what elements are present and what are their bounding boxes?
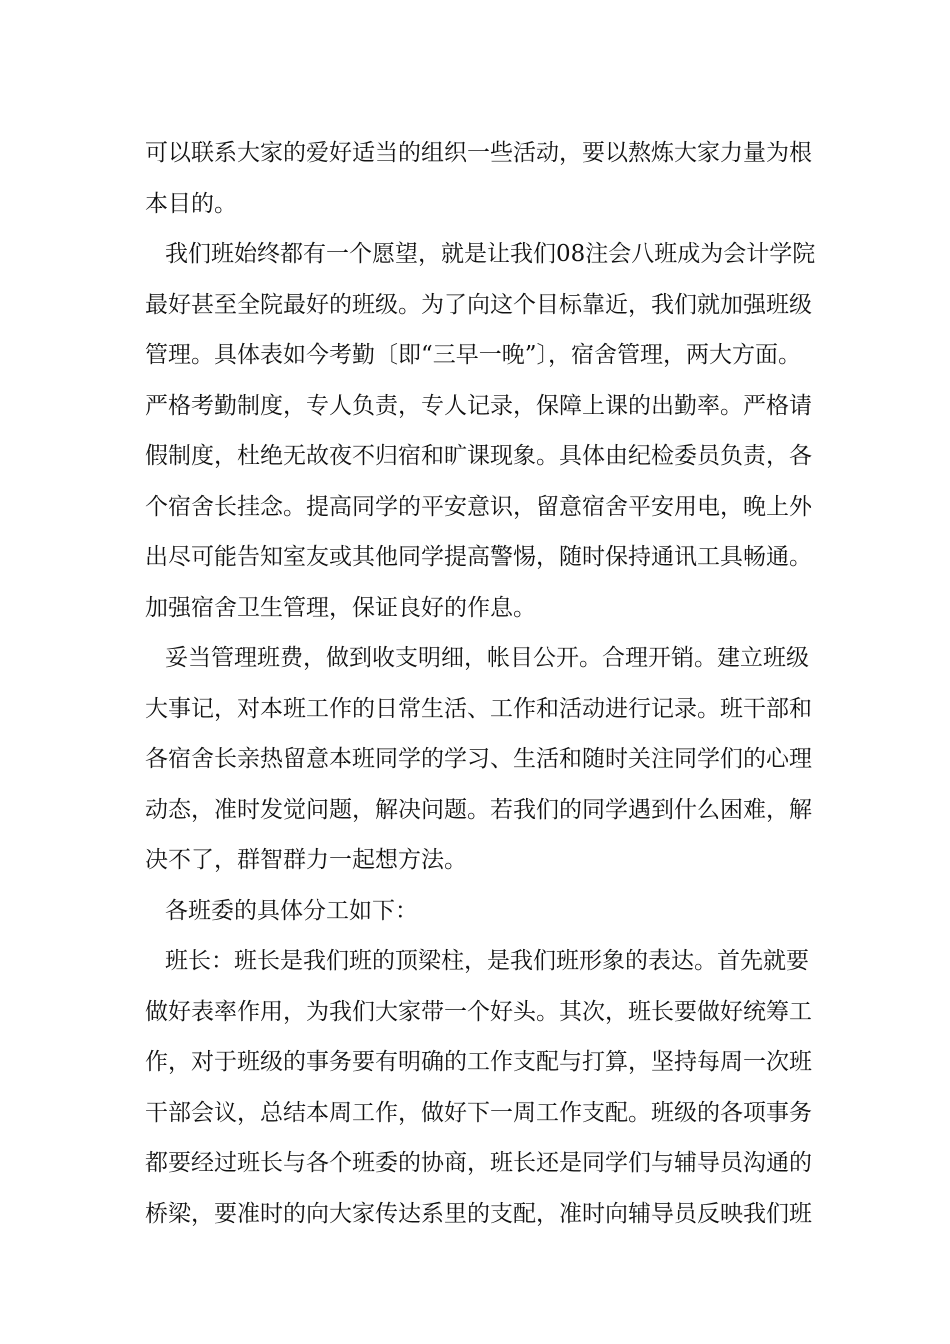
- text-line: 本目的。: [145, 190, 237, 217]
- text-line: 作，对于班级的事务要有明确的工作支配与打算，坚持每周一次班: [145, 1049, 812, 1075]
- paragraph-start-line: 各班委的具体分工如下：: [165, 897, 418, 924]
- text-line: 最好甚至全院最好的班级。为了向这个目标靠近，我们就加强班级: [145, 291, 812, 318]
- text-line: 决不了，群智群力一起想方法。: [145, 847, 467, 873]
- paragraph-start-line: 妥当管理班费，做到收支明细，帐目公开。合理开销。建立班级: [165, 645, 809, 671]
- text-line: 严格考勤制度，专人负责，专人记录，保障上课的出勤率。严格请: [145, 392, 812, 419]
- paragraph-start-line: 我们班始终都有一个愿望，就是让我们08注会八班成为会计学院: [165, 241, 816, 267]
- text-line: 都要经过班长与各个班委的协商，班长还是同学们与辅导员沟通的: [145, 1150, 812, 1176]
- text-line: 干部会议，总结本周工作，做好下一周工作支配。班级的各项事务: [145, 1099, 812, 1126]
- text-line: 桥梁，要准时的向大家传达系里的支配，准时向辅导员反映我们班: [145, 1200, 812, 1227]
- paragraph-start-line: 班长：班长是我们班的顶梁柱，是我们班形象的表达。首先就要: [165, 948, 809, 974]
- text-line: 加强宿舍卫生管理，保证良好的作息。: [145, 594, 536, 621]
- text-line: 假制度，杜绝无故夜不归宿和旷课现象。具体由纪检委员负责，各: [145, 443, 812, 469]
- text-line: 可以联系大家的爱好适当的组织一些活动，要以熬炼大家力量为根: [145, 140, 812, 166]
- text-line: 各宿舍长亲热留意本班同学的学习、生活和随时关注同学们的心理: [145, 746, 812, 772]
- document-body: [145, 128, 825, 1239]
- text-line: 管理。具体表如今考勤〔即“三早一晚”〕，宿舍管理，两大方面。: [145, 342, 802, 368]
- text-line: 出尽可能告知室友或其他同学提高警惕，随时保持通讯工具畅通。: [145, 544, 812, 570]
- text-line: 个宿舍长挂念。提高同学的平安意识，留意宿舍平安用电，晚上外: [145, 493, 812, 520]
- text-line: 做好表率作用，为我们大家带一个好头。其次，班长要做好统筹工: [145, 998, 812, 1025]
- text-line: 动态，准时发觉问题，解决问题。若我们的同学遇到什么困难，解: [145, 796, 812, 823]
- text-line: 大事记，对本班工作的日常生活、工作和活动进行记录。班干部和: [145, 695, 812, 722]
